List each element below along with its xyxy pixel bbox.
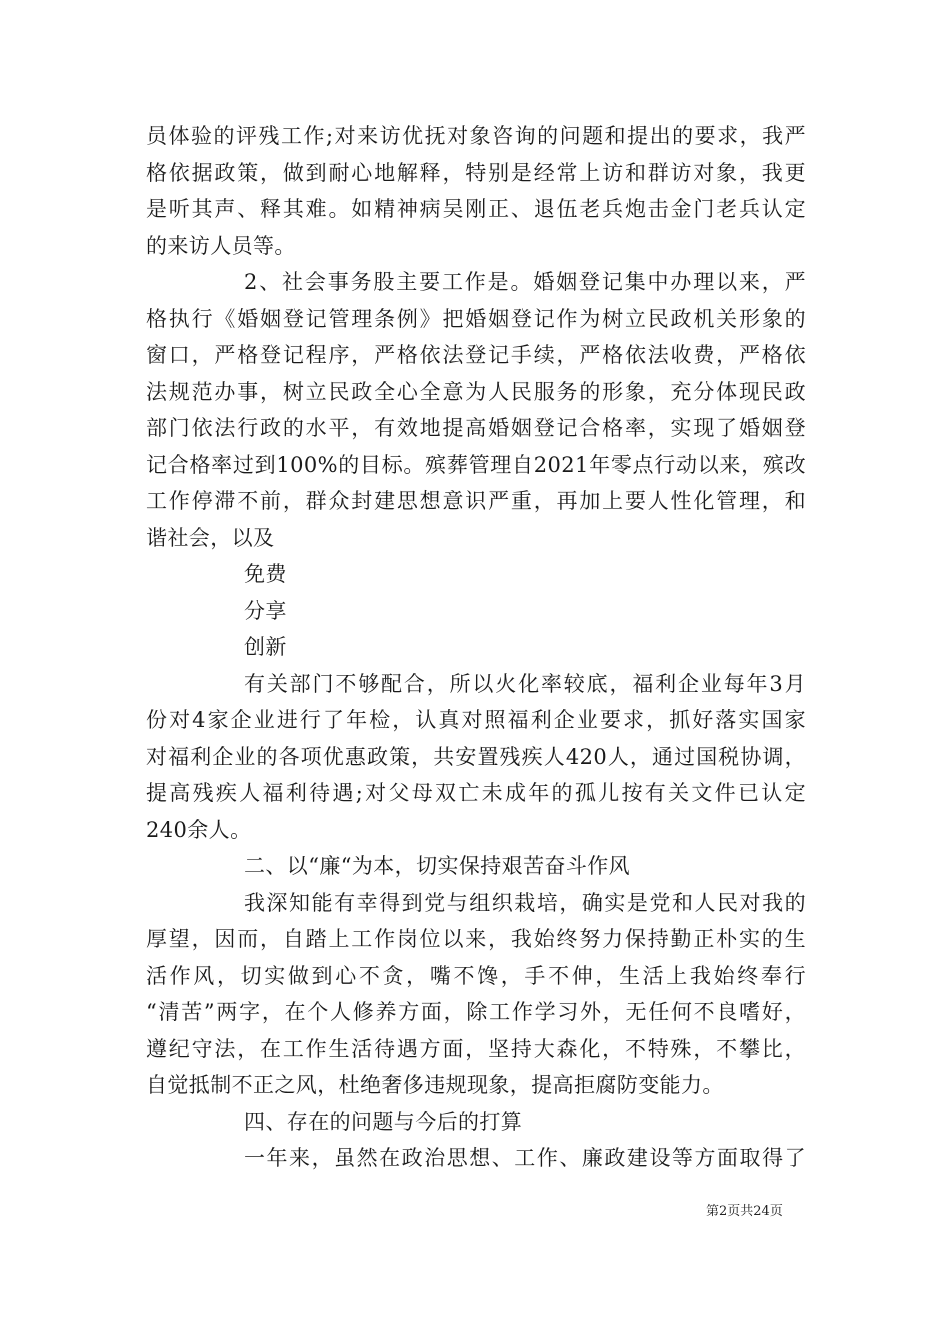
text-line <box>146 374 816 411</box>
text-line <box>146 1067 816 1104</box>
text-line-content: 二、以“廉“为本，切实保持艰苦奋斗作风 <box>244 854 631 878</box>
text-line <box>146 812 816 849</box>
text-line <box>146 1031 816 1068</box>
text-line-content: 四、存在的问题与今后的打算 <box>244 1109 523 1134</box>
text-line <box>146 447 816 484</box>
text-line-content: 我深知能有幸得到党与组织栽培，确实是党和人民对我的 <box>244 890 806 915</box>
text-line-content: “清苦”两字，在个人修养方面，除工作学习外，无任何不良嗜好， <box>146 1000 806 1024</box>
text-line-content: 员体验的评残工作;对来访优抚对象咨询的问题和提出的要求，我严 <box>146 124 806 148</box>
text-line-content: 记合格率过到100%的目标。殡葬管理自2021年零点行动以来，殡改 <box>146 452 806 477</box>
text-line <box>146 775 816 812</box>
text-line-content: 创新 <box>244 635 287 659</box>
text-line <box>146 264 816 301</box>
text-line-content: 活作风，切实做到心不贪，嘴不馋，手不伸，生活上我始终奉行 <box>146 963 806 988</box>
text-line-content: 谐社会，以及 <box>146 525 275 550</box>
text-line-content: 窗口，严格登记程序，严格依法登记手续，严格依法收费，严格依 <box>146 343 806 367</box>
text-line <box>146 921 816 958</box>
text-line <box>146 228 816 265</box>
text-line-content: 份对4家企业进行了年检，认真对照福利企业要求，抓好落实国家 <box>146 708 806 732</box>
text-line <box>146 1104 816 1141</box>
text-line <box>146 593 816 630</box>
text-line <box>146 483 816 520</box>
text-line-content: 的来访人员等。 <box>146 233 296 258</box>
text-line-content: 格执行《婚姻登记管理条例》把婚姻登记作为树立民政机关形象的 <box>146 306 806 331</box>
document-body <box>146 118 816 1177</box>
text-line-content: 自觉抵制不正之风，杜绝奢侈违规现象，提高拒腐防变能力。 <box>146 1073 724 1097</box>
text-line <box>146 702 816 739</box>
text-line <box>146 520 816 557</box>
text-line-content: 有关部门不够配合，所以火化率较底，福利企业每年3月 <box>244 671 806 696</box>
text-line <box>146 739 816 776</box>
text-line <box>146 556 816 593</box>
text-line <box>146 337 816 374</box>
text-line-content: 2、社会事务股主要工作是。婚姻登记集中办理以来，严 <box>244 270 806 294</box>
text-line-content: 一年来，虽然在政治思想、工作、廉政建设等方面取得了 <box>244 1146 806 1170</box>
text-line-content: 遵纪守法，在工作生活待遇方面，坚持大森化，不特殊，不攀比， <box>146 1036 806 1061</box>
page-number: 第2页共24页 <box>706 1204 783 1219</box>
text-line-content: 是听其声、释其难。如精神病吴刚正、退伍老兵炮击金门老兵认定 <box>146 197 806 221</box>
text-line-content: 格依据政策，做到耐心地解释，特别是经常上访和群访对象，我更 <box>146 160 806 185</box>
text-line-content: 厚望，因而，自踏上工作岗位以来，我始终努力保持勤正朴实的生 <box>146 927 806 951</box>
text-line-content: 240余人。 <box>146 817 252 842</box>
text-line <box>146 848 816 885</box>
text-line <box>146 191 816 228</box>
text-line <box>146 301 816 338</box>
text-line <box>146 885 816 922</box>
text-line-content: 对福利企业的各项优惠政策，共安置残疾人420人，通过国税协调， <box>146 744 806 769</box>
text-line-content: 法规范办事，树立民政全心全意为人民服务的形象，充分体现民政 <box>146 379 806 404</box>
text-line <box>146 666 816 703</box>
text-line <box>146 410 816 447</box>
text-line-content: 分享 <box>244 598 287 623</box>
text-line <box>146 1140 816 1177</box>
text-line-content: 提高残疾人福利待遇;对父母双亡未成年的孤儿按有关文件已认定 <box>146 781 806 805</box>
text-line <box>146 958 816 995</box>
text-line <box>146 994 816 1031</box>
text-line <box>146 118 816 155</box>
text-line <box>146 629 816 666</box>
text-line-content: 工作停滞不前，群众封建思想意识严重，再加上要人性化管理，和 <box>146 489 806 513</box>
text-line-content: 免费 <box>244 562 287 586</box>
text-line <box>146 155 816 192</box>
text-line-content: 部门依法行政的水平，有效地提高婚姻登记合格率，实现了婚姻登 <box>146 416 806 440</box>
